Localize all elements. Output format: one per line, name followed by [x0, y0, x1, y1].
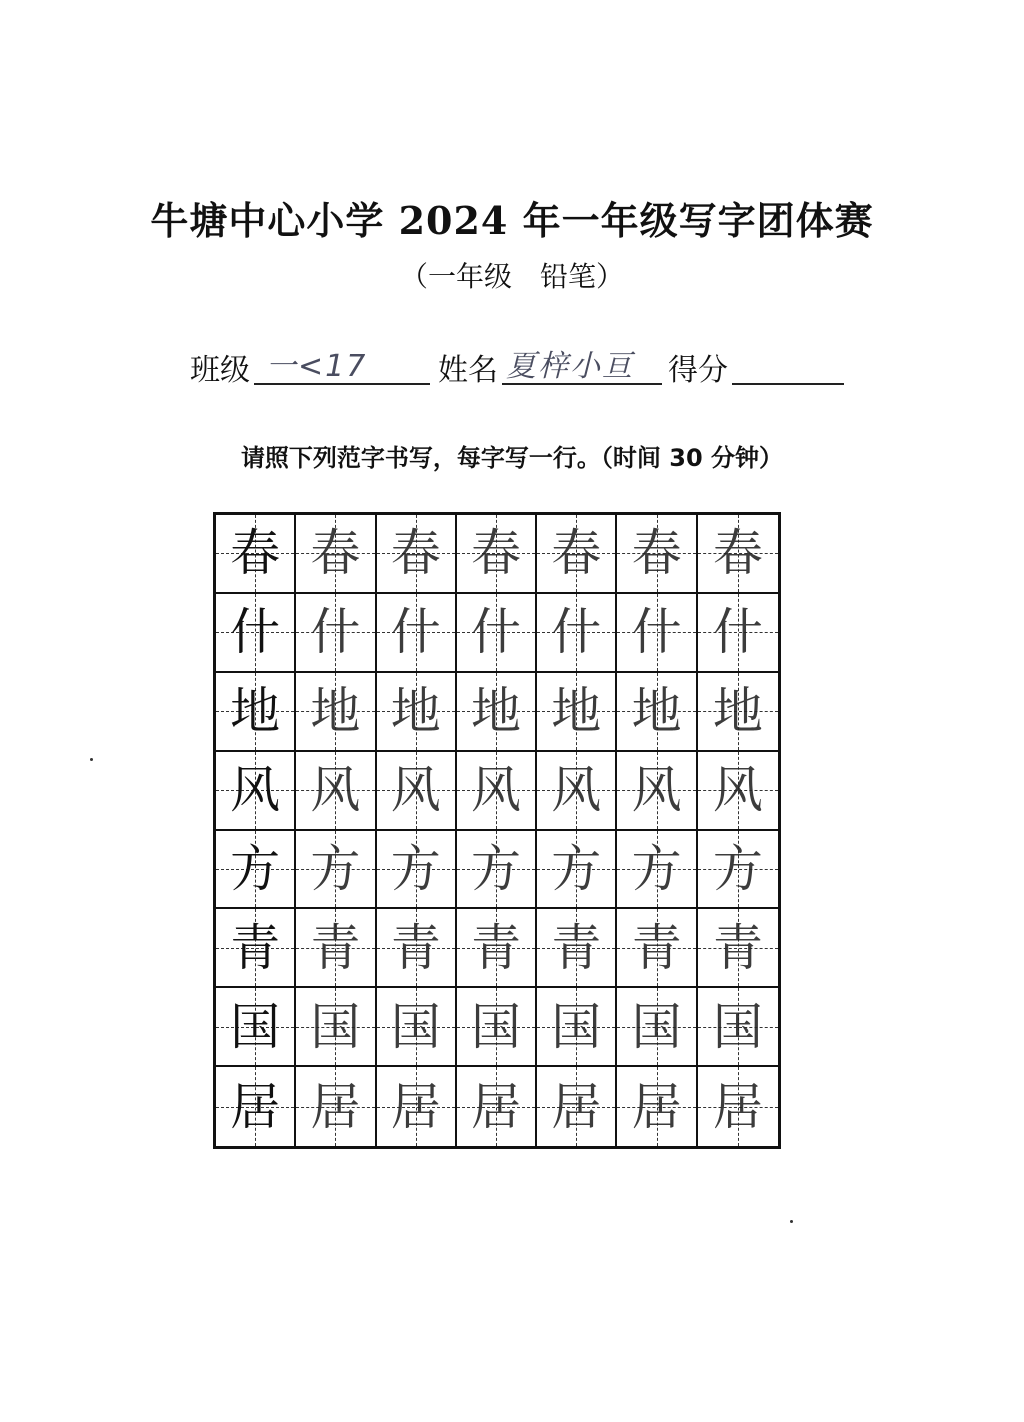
practice-character-cell[interactable] — [296, 909, 376, 988]
practice-character-cell[interactable] — [537, 752, 617, 831]
practice-character: 地 — [631, 682, 682, 741]
practice-character: 风 — [551, 761, 602, 820]
practice-character-cell[interactable] — [296, 673, 376, 752]
practice-character: 方 — [390, 839, 441, 898]
practice-character-cell[interactable] — [617, 909, 697, 988]
practice-character-cell[interactable] — [698, 909, 778, 988]
practice-character-cell[interactable] — [296, 1067, 376, 1146]
practice-character-cell[interactable] — [457, 515, 537, 594]
practice-character: 地 — [310, 682, 361, 741]
score-label: 得分 — [668, 353, 728, 388]
practice-character-cell[interactable] — [617, 594, 697, 673]
name-value: 夏梓小亘 — [506, 349, 634, 384]
model-character: 地 — [230, 682, 281, 741]
practice-character: 风 — [631, 761, 682, 820]
practice-character-cell[interactable] — [296, 831, 376, 910]
practice-character-cell[interactable] — [377, 1067, 457, 1146]
practice-character: 春 — [712, 524, 763, 583]
practice-character: 春 — [631, 524, 682, 583]
practice-character-cell[interactable] — [296, 515, 376, 594]
practice-character: 春 — [390, 524, 441, 583]
model-character: 青 — [230, 918, 281, 977]
practice-character: 方 — [470, 839, 521, 898]
practice-character-cell[interactable] — [617, 1067, 697, 1146]
model-character: 居 — [230, 1077, 281, 1136]
practice-character: 居 — [310, 1077, 361, 1136]
model-character: 春 — [230, 524, 281, 583]
practice-character: 青 — [390, 918, 441, 977]
practice-character-cell[interactable] — [457, 752, 537, 831]
practice-character: 居 — [551, 1077, 602, 1136]
practice-character: 居 — [470, 1077, 521, 1136]
practice-character: 春 — [310, 524, 361, 583]
page-subtitle: （一年级 铅笔） — [399, 260, 624, 293]
practice-character-cell[interactable] — [457, 909, 537, 988]
practice-character-cell[interactable] — [457, 594, 537, 673]
practice-character-cell[interactable] — [537, 594, 617, 673]
practice-character-cell[interactable] — [537, 515, 617, 594]
model-character-cell — [216, 1067, 296, 1146]
practice-character: 什 — [310, 603, 361, 662]
practice-character: 国 — [712, 997, 763, 1056]
practice-character: 地 — [470, 682, 521, 741]
practice-character-cell[interactable] — [698, 1067, 778, 1146]
practice-character-cell[interactable] — [617, 752, 697, 831]
practice-character-cell[interactable] — [537, 988, 617, 1067]
practice-character: 风 — [390, 761, 441, 820]
model-character-cell — [216, 831, 296, 910]
practice-character: 风 — [310, 761, 361, 820]
practice-character-cell[interactable] — [537, 909, 617, 988]
practice-character-cell[interactable] — [617, 831, 697, 910]
practice-character: 什 — [712, 603, 763, 662]
practice-character: 风 — [470, 761, 521, 820]
model-character-cell — [216, 909, 296, 988]
practice-character: 什 — [631, 603, 682, 662]
practice-character-cell[interactable] — [377, 673, 457, 752]
writing-grid — [213, 512, 781, 1149]
practice-character: 国 — [390, 997, 441, 1056]
model-character: 什 — [230, 603, 281, 662]
class-value: 一<17 — [266, 349, 368, 384]
practice-character-cell[interactable] — [617, 673, 697, 752]
practice-character: 居 — [631, 1077, 682, 1136]
practice-character: 地 — [390, 682, 441, 741]
practice-character: 居 — [712, 1077, 763, 1136]
practice-character-cell[interactable] — [457, 988, 537, 1067]
practice-character-cell[interactable] — [296, 752, 376, 831]
practice-character: 青 — [551, 918, 602, 977]
instruction-text: 请照下列范字书写，每字写一行。（时间 30 分钟） — [240, 444, 784, 472]
practice-character-cell[interactable] — [377, 909, 457, 988]
practice-character-cell[interactable] — [377, 988, 457, 1067]
model-character-cell — [216, 594, 296, 673]
class-label: 班级 — [190, 353, 250, 388]
practice-character-cell[interactable] — [296, 988, 376, 1067]
practice-character-cell[interactable] — [377, 831, 457, 910]
practice-character: 国 — [470, 997, 521, 1056]
score-field[interactable] — [732, 343, 844, 385]
practice-character-cell[interactable] — [377, 515, 457, 594]
practice-character: 什 — [390, 603, 441, 662]
practice-character-cell[interactable] — [617, 988, 697, 1067]
practice-character-cell[interactable] — [698, 673, 778, 752]
practice-character-cell[interactable] — [377, 752, 457, 831]
practice-character: 方 — [631, 839, 682, 898]
practice-character-cell[interactable] — [698, 752, 778, 831]
practice-character: 青 — [310, 918, 361, 977]
practice-character: 地 — [551, 682, 602, 741]
practice-character-cell[interactable] — [377, 594, 457, 673]
practice-character: 方 — [712, 839, 763, 898]
practice-character-cell[interactable] — [698, 831, 778, 910]
scan-speck — [790, 1220, 793, 1223]
scan-speck — [90, 758, 93, 761]
practice-character-cell[interactable] — [457, 831, 537, 910]
practice-character: 青 — [712, 918, 763, 977]
practice-character: 青 — [470, 918, 521, 977]
model-character-cell — [216, 752, 296, 831]
practice-character: 方 — [551, 839, 602, 898]
model-character: 方 — [230, 839, 281, 898]
name-label: 姓名 — [438, 353, 498, 388]
model-character-cell — [216, 673, 296, 752]
practice-character: 居 — [390, 1077, 441, 1136]
practice-character-cell[interactable] — [537, 1067, 617, 1146]
practice-character: 方 — [310, 839, 361, 898]
practice-character-cell[interactable] — [537, 831, 617, 910]
practice-character-cell[interactable] — [617, 515, 697, 594]
practice-character-cell[interactable] — [296, 594, 376, 673]
practice-character-cell[interactable] — [698, 515, 778, 594]
practice-character-cell[interactable] — [698, 988, 778, 1067]
practice-character: 春 — [470, 524, 521, 583]
practice-character-cell[interactable] — [457, 1067, 537, 1146]
practice-character: 青 — [631, 918, 682, 977]
practice-character: 什 — [470, 603, 521, 662]
practice-character-cell[interactable] — [698, 594, 778, 673]
practice-character: 国 — [310, 997, 361, 1056]
model-character-cell — [216, 988, 296, 1067]
practice-character: 什 — [551, 603, 602, 662]
practice-character: 春 — [551, 524, 602, 583]
student-info-row — [190, 345, 850, 395]
model-character: 风 — [230, 761, 281, 820]
practice-character-cell[interactable] — [457, 673, 537, 752]
model-character-cell — [216, 515, 296, 594]
model-character: 国 — [230, 997, 281, 1056]
practice-character: 地 — [712, 682, 763, 741]
practice-character-cell[interactable] — [537, 673, 617, 752]
practice-character: 国 — [551, 997, 602, 1056]
practice-character: 风 — [712, 761, 763, 820]
page-title: 牛塘中心小学 2024 年一年级写字团体赛 — [150, 198, 874, 243]
practice-character: 国 — [631, 997, 682, 1056]
